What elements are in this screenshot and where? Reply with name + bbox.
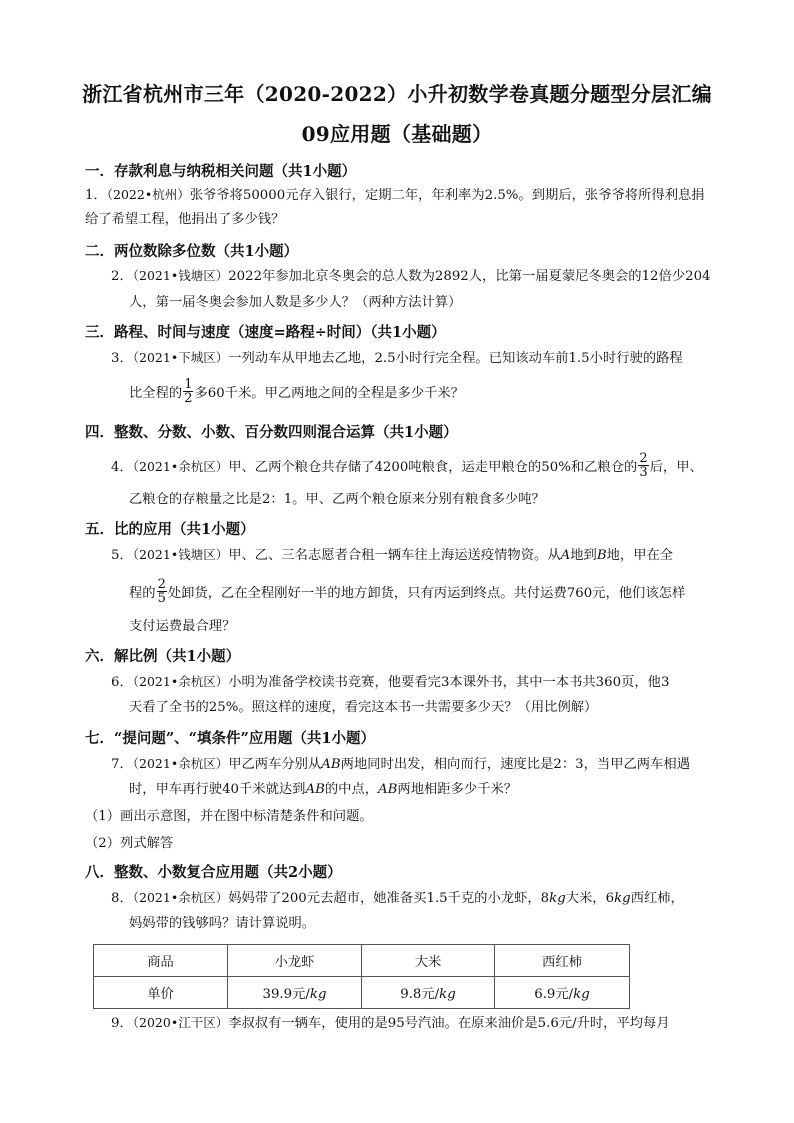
q1-line1: 1．（2022•杭州）张爷爷将50000元存入银行，定期二年，年利率为2.5%。到期后，张爷爷将所得利息捐	[85, 187, 705, 203]
q7-subquestion-1: （1）画出示意图，并在图中标清楚条件和问题。	[85, 809, 373, 824]
section-heading-7: 七．“提问题”、“填条件”应用题（共1小题）	[85, 730, 375, 747]
q7-line1: 7．（2021•余杭区）甲乙两车分别从AB两地同时出发，相向而行，速度比是2：3，当甲乙两车相遇	[111, 756, 690, 772]
section-heading-5: 五．比的应用（共1小题）	[85, 521, 255, 538]
q2-line2: 人，第一届冬奥会参加人数是多少人？（两种方法计算）	[129, 295, 462, 310]
section-heading-3: 三．路程、时间与速度（速度=路程÷时间）（共1小题）	[85, 324, 446, 341]
q1-line2: 给了希望工程，他捐出了多少钱？	[85, 212, 285, 227]
q7-subquestion-2: （2）列式解答	[85, 836, 174, 851]
q9-line1: 9．（2020•江干区）李叔叔有一辆车，使用的是95号汽油。在原来油价是5.6元/升时，平均每月	[111, 1015, 670, 1031]
fraction-two-thirds: $\frac{2}{3}$	[639, 451, 648, 480]
fraction-one-half: $\frac{1}{2}$	[184, 377, 193, 406]
section-heading-8: 八．整数、小数复合应用题（共2小题）	[85, 864, 342, 881]
doc-title-line1: 浙江省杭州市三年（2020-2022）小升初数学卷真题分题型分层汇编	[82, 82, 712, 106]
section-heading-4: 四．整数、分数、小数、百分数四则混合运算（共1小题）	[85, 424, 458, 441]
table-header-cell: 大米	[362, 945, 495, 977]
q5-line2: 程的 $\frac{2}{5}$ 处卸货，乙在全程刚好一半的地方卸货，只有丙运到终点。共付运费760元，他们该怎样	[129, 577, 686, 606]
section-heading-6: 六．解比例（共1小题）	[85, 648, 241, 665]
doc-title-line2: 09应用题（基础题）	[301, 122, 493, 146]
q7-line2: 时，甲车再行驶40千米就达到AB的中点，AB两地相距多少千米？	[129, 782, 518, 797]
section-heading-2: 二．两位数除多位数（共1小题）	[85, 243, 299, 260]
table-cell: 单价	[94, 977, 228, 1009]
q4-line2: 乙粮仓的存粮量之比是2：1。甲、乙两个粮仓原来分别有粮食多少吨？	[129, 492, 545, 507]
q8-line2: 妈妈带的钱够吗？请计算说明。	[129, 916, 316, 931]
q4-line1: 4．（2021•余杭区）甲、乙两个粮仓共存储了4200吨粮食，运走甲粮仓的50%和乙粮仓的 $\frac{2}{3}$ 后，甲、	[111, 451, 703, 480]
table-cell: 39.9元/kg	[228, 977, 362, 1009]
table-row	[94, 977, 630, 1009]
q5-line3: 支付运费最合理？	[129, 619, 236, 634]
q3-line1: 3．（2021•下城区）一列动车从甲地去乙地，2.5小时行完全程。已知该动车前1.5小时行驶的路程	[111, 350, 683, 366]
q2-line1: 2．（2021•钱塘区）2022年参加北京冬奥会的总人数为2892人，比第一届夏蒙尼冬奥会的12倍少204	[111, 268, 711, 284]
q8-line1: 8．（2021•余杭区）妈妈带了200元去超市，她准备买1.5千克的小龙虾，8kg大米，6kg西红柿，	[111, 890, 684, 906]
table-row	[94, 945, 630, 977]
q5-line1: 5．（2021•钱塘区）甲、乙、三名志愿者合租一辆车往上海运送疫情物资。从A地到B地，甲在全	[111, 547, 674, 563]
q6-line2: 天看了全书的25%。照这样的速度，看完这本书一共需要多少天？（用比例解）	[129, 700, 598, 715]
table-cell: 9.8元/kg	[362, 977, 495, 1009]
price-table	[93, 944, 630, 1009]
table-cell: 6.9元/kg	[495, 977, 630, 1009]
q3-line2: 比全程的 $\frac{1}{2}$ 多60千米。甲乙两地之间的全程是多少千米？	[129, 377, 465, 406]
table-header-cell: 西红柿	[495, 945, 630, 977]
fraction-two-fifths: $\frac{2}{5}$	[157, 577, 166, 606]
table-header-cell: 小龙虾	[228, 945, 362, 977]
q6-line1: 6．（2021•余杭区）小明为准备学校读书竞赛，他要看完3本课外书，其中一本书共360页，他3	[111, 674, 670, 690]
table-header-cell: 商品	[94, 945, 228, 977]
section-heading-1: 一．存款利息与纳税相关问题（共1小题）	[85, 163, 357, 180]
